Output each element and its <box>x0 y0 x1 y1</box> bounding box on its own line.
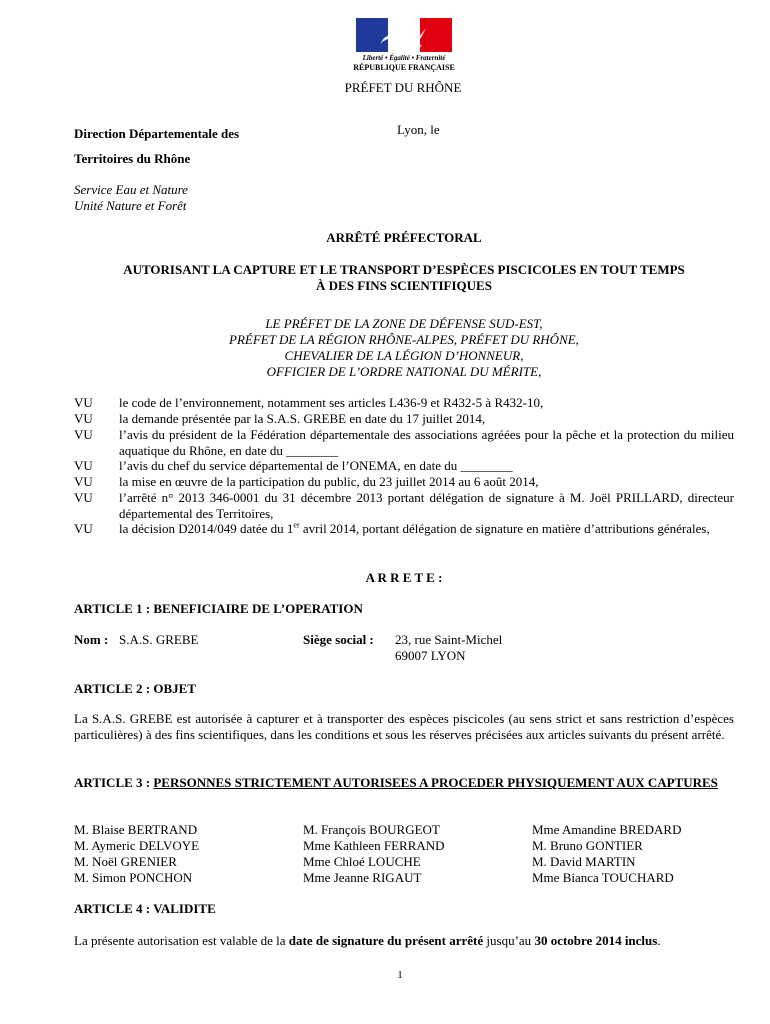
article3-title <box>74 775 734 791</box>
vu-text: la mise en œuvre de la participation du public, du 23 juillet 2014 au 6 août 2014, <box>119 474 539 489</box>
vu-label: VU <box>74 490 93 505</box>
vu-label: VU <box>74 474 93 489</box>
vu-item <box>74 458 734 474</box>
article2-title: ARTICLE 2 : OBJET <box>74 681 196 696</box>
article4-text <box>74 933 661 949</box>
article4-title: ARTICLE 4 : VALIDITE <box>74 901 216 916</box>
vu-text: l’avis du chef du service départemental de l’ONEMA, en date du ________ <box>119 458 513 473</box>
subtitle-line1: AUTORISANT LA CAPTURE ET LE TRANSPORT D’ESPÈCES PISCICOLES EN TOUT TEMPS <box>123 262 685 277</box>
service-name: Service Eau et Nature <box>74 182 188 197</box>
article4-text-mid: jusqu’au <box>483 933 535 948</box>
person-name: M. Simon PONCHON <box>74 870 193 885</box>
vu-item <box>74 521 734 537</box>
arrete-heading: A R R E T E : <box>365 570 443 585</box>
prefet-block <box>74 316 734 380</box>
person-name: Mme Kathleen FERRAND <box>303 838 445 853</box>
vu-label: VU <box>74 427 93 442</box>
siege-line1: 23, rue Saint-Michel <box>395 632 503 647</box>
vu-label: VU <box>74 521 93 536</box>
prefet-line1: LE PRÉFET DE LA ZONE DE DÉFENSE SUD-EST, <box>265 316 543 331</box>
article4-text-bold1: date de signature du présent arrêté <box>288 933 484 948</box>
article3-title-prefix: ARTICLE 3 : <box>74 775 154 790</box>
vu-label: VU <box>74 395 93 410</box>
prefet-line4: OFFICIER DE L’ORDRE NATIONAL DU MÉRITE, <box>266 364 542 379</box>
place-date: Lyon, le <box>397 122 440 137</box>
person-name: Mme Jeanne RIGAUT <box>303 870 422 885</box>
persons-column-1 <box>74 822 199 886</box>
document-subtitle <box>74 262 734 294</box>
vu-item <box>74 474 734 490</box>
person-name: M. François BOURGEOT <box>303 822 440 837</box>
person-name: M. Blaise BERTRAND <box>74 822 198 837</box>
direction-line1: Direction Départementale des <box>74 126 240 141</box>
persons-column-3 <box>532 822 682 886</box>
prefect-title: PRÉFET DU RHÔNE <box>344 80 462 95</box>
person-name: Mme Chloé LOUCHE <box>303 854 421 869</box>
vu-text <box>119 521 734 537</box>
marianne-flag-icon <box>356 18 452 52</box>
article2-text: La S.A.S. GREBE est autorisée à capturer et à transporter des espèces piscicoles (au sens strict et sans restriction d’espèces particulières) à des fins scientifiques, dans les conditions et sous les réserves précisées aux articles suivants du présent arrêté. <box>74 711 734 742</box>
article4-text-end: . <box>657 933 661 948</box>
vu-text: le code de l’environnement, notamment ses articles L436-9 et R432-5 à R432-10, <box>119 395 544 410</box>
vu-last-sup: er <box>293 520 300 530</box>
vu-text: la demande présentée par la S.A.S. GREBE en date du 17 juillet 2014, <box>119 411 486 426</box>
vu-last-post: avril 2014, portant délégation de signature en matière d’attributions générales, <box>299 521 710 536</box>
vu-label: VU <box>74 458 93 473</box>
article3-title-underlined: PERSONNES STRICTEMENT AUTORISEES A PROCEDER PHYSIQUEMENT AUX CAPTURES <box>153 775 718 790</box>
logo-republic: RÉPUBLIQUE FRANÇAISE <box>353 63 455 72</box>
direction-line2: Territoires du Rhône <box>74 151 191 166</box>
vu-item <box>74 395 734 411</box>
vu-item <box>74 411 734 427</box>
vu-text: l’arrêté n° 2013 346-0001 du 31 décembre 2013 portant délégation de signature à M. Joël PRILLARD, directeur départemental des Territoires, <box>119 490 734 521</box>
person-name: M. Bruno GONTIER <box>532 838 643 853</box>
person-name: Mme Bianca TOUCHARD <box>532 870 674 885</box>
document-title: ARRÊTÉ PRÉFECTORAL <box>326 230 482 245</box>
unit-name: Unité Nature et Forêt <box>74 198 187 213</box>
vu-text: l’avis du président de la Fédération départementale des associations agréées pour la pêche et la protection du milieu aquatique du Rhône, en date du ________ <box>119 427 734 458</box>
republic-logo <box>340 18 468 73</box>
article1-title: ARTICLE 1 : BENEFICIAIRE DE L’OPERATION <box>74 601 363 616</box>
person-name: M. David MARTIN <box>532 854 636 869</box>
prefet-line2: PRÉFET DE LA RÉGION RHÔNE-ALPES, PRÉFET DU RHÔNE, <box>229 332 579 347</box>
nom-value: S.A.S. GREBE <box>119 632 199 647</box>
logo-motto: Liberté • Égalité • Fraternité <box>362 54 446 62</box>
person-name: Mme Amandine BREDARD <box>532 822 682 837</box>
article4-text-bold2: 30 octobre 2014 inclus <box>534 933 658 948</box>
person-name: M. Noël GRENIER <box>74 854 177 869</box>
vu-item <box>74 427 734 459</box>
person-name: M. Aymeric DELVOYE <box>74 838 200 853</box>
page-number: 1 <box>397 969 403 981</box>
article4-text-pre: La présente autorisation est valable de la <box>74 933 289 948</box>
siege-line2: 69007 LYON <box>395 648 466 663</box>
subtitle-line2: À DES FINS SCIENTIFIQUES <box>316 278 492 293</box>
vu-last-pre: la décision D2014/049 datée du 1 <box>119 521 294 536</box>
nom-label: Nom : <box>74 632 109 647</box>
siege-label: Siège social : <box>303 632 374 647</box>
persons-column-2 <box>303 822 445 886</box>
prefet-line3: CHEVALIER DE LA LÉGION D’HONNEUR, <box>284 348 524 363</box>
vu-label: VU <box>74 411 93 426</box>
vu-item <box>74 490 734 522</box>
